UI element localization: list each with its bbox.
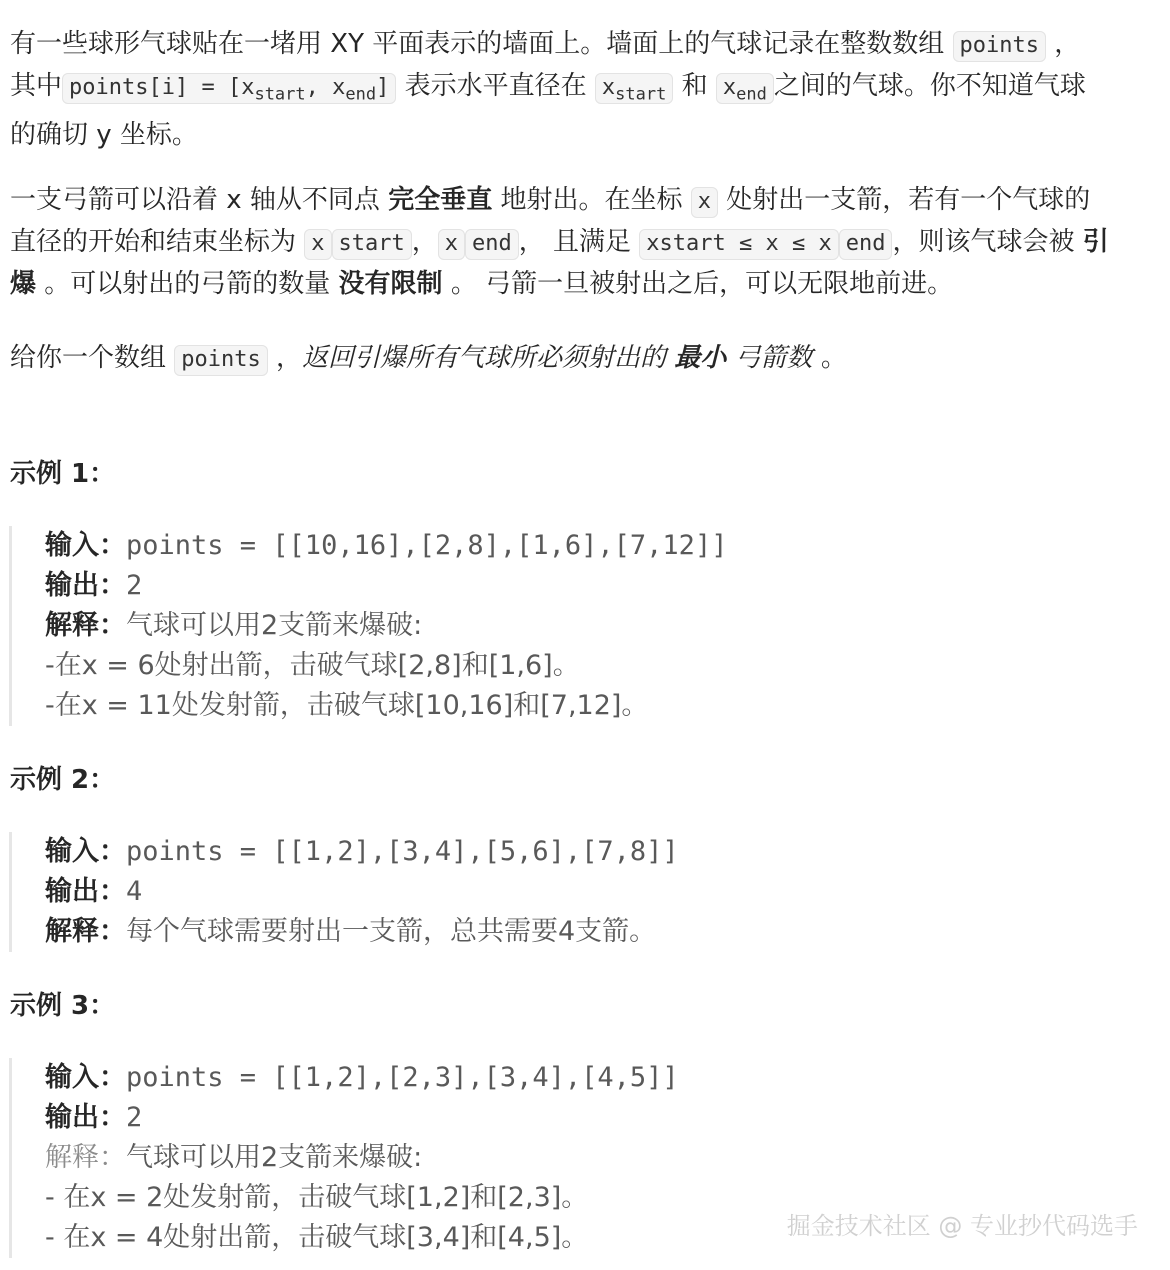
- inline-code-points: points: [953, 31, 1046, 62]
- example-explanation-line: 解释：每个气球需要射出一支箭，总共需要4支箭。: [45, 916, 657, 947]
- example-3-heading: 示例 3：: [10, 991, 116, 1021]
- desc-p2-line-1: 一支弓箭可以沿着 x 轴从不同点 完全垂直 地射出。在坐标 x 处射出一支箭，若有一个气球的: [10, 180, 1109, 222]
- example-1-block: [9, 526, 727, 726]
- example-output-line: 输出：2: [45, 570, 143, 601]
- inline-code-points-i: points[i] = [$x_{start}$, $x_{end}$]: [62, 73, 396, 104]
- desc-p1-line-1: 有一些球形气球贴在一堵用 XY 平面表示的墙面上。墙面上的气球记录在整数数组 points ，: [10, 24, 1086, 66]
- description-paragraph-3: 给你一个数组 points ，返回引爆所有气球所必须射出的 最小 弓箭数 。: [10, 338, 847, 380]
- example-explanation-line: 解释：气球可以用2支箭来爆破:: [45, 610, 423, 641]
- inline-code-x-end-x: x: [438, 229, 465, 260]
- example-1-heading: 示例 1：: [10, 459, 116, 489]
- desc-p1-line-3: 的确切 y 坐标。: [10, 120, 198, 151]
- example-input-line: 输入：points = [[1,2],[2,3],[3,4],[4,5]]: [45, 1062, 679, 1093]
- example-explanation-detail: -在x = 6处射出箭，击破气球[2,8]和[1,6]。: [45, 650, 580, 681]
- inline-code-x-start-x: x: [304, 229, 331, 260]
- watermark: 掘金技术社区 @ 专业抄代码选手: [786, 1212, 1138, 1240]
- bold-italic-text: 最小: [674, 343, 727, 373]
- description-paragraph-1: [10, 24, 1086, 156]
- example-2-block: [9, 832, 679, 952]
- example-output-line: 输出：4: [45, 876, 143, 907]
- example-output-line: 输出：2: [45, 1102, 143, 1133]
- inline-code-end: end: [465, 229, 519, 260]
- example-input-line: 输入：points = [[1,2],[3,4],[5,6],[7,8]]: [45, 836, 679, 867]
- inline-code-start: start: [332, 229, 412, 260]
- example-explanation-detail: - 在x = 2处发射箭，击破气球[1,2]和[2,3]。: [45, 1182, 589, 1213]
- bold-text: 完全垂直: [388, 185, 493, 215]
- inline-code-condition-end: end: [839, 229, 893, 260]
- bold-text: 没有限制: [338, 269, 443, 299]
- example-3-block: [9, 1058, 679, 1258]
- example-explanation-detail: -在x = 11处发射箭，击破气球[10,16]和[7,12]。: [45, 690, 649, 721]
- inline-code-xend: $x_{end}$: [716, 73, 774, 104]
- desc-p2-line-2: 直径的开始和结束坐标为 x start ， x end ， 且满足 xstart ≤ x ≤ x end ，则该气球会被 引: [10, 222, 1109, 264]
- desc-p1-line-2: 其中 points[i] = [$x_{start}$, $x_{end}$] 表示水平直径在 $x_{start}$ 和 $x_{end}$ 之间的气球。你不知道气球: [10, 71, 1086, 105]
- inline-code-x: x: [691, 187, 718, 218]
- example-2-heading: 示例 2：: [10, 765, 116, 795]
- example-input-line: 输入：points = [[10,16],[2,8],[1,6],[7,12]]: [45, 530, 728, 561]
- inline-code-points: points: [174, 345, 267, 376]
- desc-p2-line-3: 爆 。可以射出的弓箭的数量 没有限制 。 弓箭一旦被射出之后，可以无限地前进。: [10, 269, 954, 299]
- description-paragraph-2: [10, 180, 1109, 305]
- example-explanation-line: 解释：气球可以用2支箭来爆破:: [45, 1142, 423, 1173]
- inline-code-condition: xstart ≤ x ≤ x: [639, 229, 838, 260]
- inline-code-xstart: $x_{start}$: [595, 73, 673, 104]
- example-explanation-detail: - 在x = 4处射出箭，击破气球[3,4]和[4,5]。: [45, 1222, 589, 1253]
